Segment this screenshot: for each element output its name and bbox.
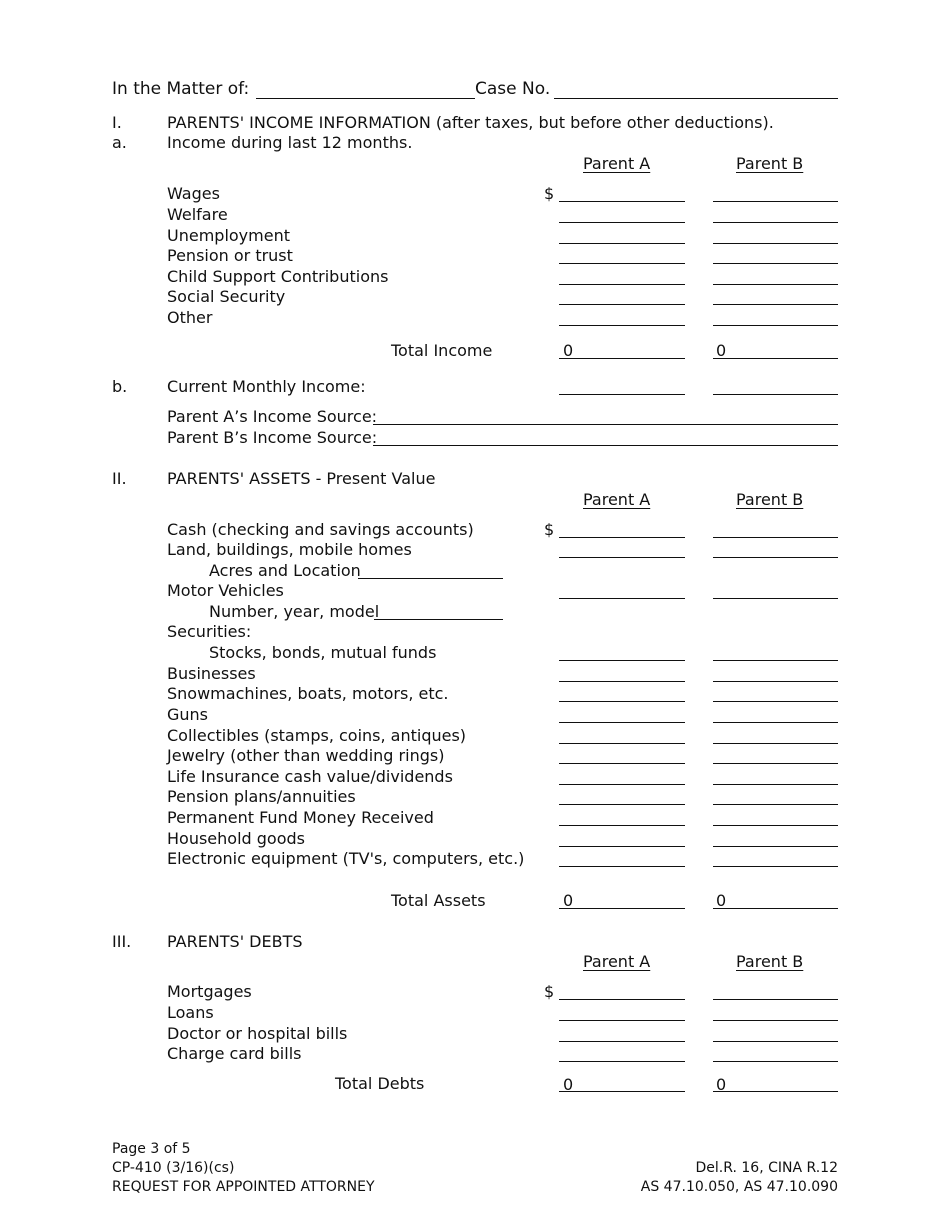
asset-item-motor-vehicles: Motor Vehicles	[167, 581, 284, 600]
wages-parent-b-field[interactable]	[713, 201, 838, 202]
total-income-parent-b-field[interactable]	[713, 358, 838, 359]
income-item-social-security: Social Security	[167, 287, 286, 306]
total-income-label: Total Income	[391, 341, 493, 360]
section-2-title: PARENTS' ASSETS - Present Value	[167, 469, 436, 488]
income-item-pension: Pension or trust	[167, 246, 293, 265]
section-1-number: I.	[112, 113, 122, 132]
stocks-parent-b-field[interactable]	[713, 660, 838, 661]
monthly-income-parent-b-field[interactable]	[713, 394, 838, 395]
parent-a-income-source-label: Parent A’s Income Source:	[167, 407, 378, 426]
land-parent-b-field[interactable]	[713, 557, 838, 558]
subsection-a-title: Income during last 12 months.	[167, 133, 413, 152]
pension-plans-parent-a-field[interactable]	[559, 804, 685, 805]
income-item-welfare: Welfare	[167, 205, 228, 224]
businesses-parent-a-field[interactable]	[559, 681, 685, 682]
income-item-unemployment: Unemployment	[167, 226, 290, 245]
pension-plans-parent-b-field[interactable]	[713, 804, 838, 805]
motor-vehicles-parent-b-field[interactable]	[713, 598, 838, 599]
subsection-b-label: b.	[112, 377, 128, 396]
matter-field[interactable]	[256, 98, 475, 99]
asset-item-snowmachines: Snowmachines, boats, motors, etc.	[167, 684, 449, 703]
footer-rules: Del.R. 16, CINA R.12	[695, 1160, 838, 1176]
asset-item-guns: Guns	[167, 705, 209, 724]
loans-parent-b-field[interactable]	[713, 1020, 838, 1021]
unemployment-parent-b-field[interactable]	[713, 243, 838, 244]
asset-item-collectibles: Collectibles (stamps, coins, antiques)	[167, 726, 467, 745]
land-parent-a-field[interactable]	[559, 557, 685, 558]
section-2-number: II.	[112, 469, 127, 488]
other-parent-b-field[interactable]	[713, 325, 838, 326]
asset-item-electronic-equipment: Electronic equipment (TV's, computers, etc.)	[167, 849, 525, 868]
asset-item-land: Land, buildings, mobile homes	[167, 540, 412, 559]
assets-dollar-sign: $	[544, 520, 555, 539]
total-assets-parent-a-field[interactable]	[559, 908, 685, 909]
household-goods-parent-a-field[interactable]	[559, 846, 685, 847]
total-debts-parent-a-field[interactable]	[559, 1091, 685, 1092]
income-dollar-sign: $	[544, 184, 555, 203]
life-insurance-parent-b-field[interactable]	[713, 784, 838, 785]
debts-dollar-sign: $	[544, 982, 555, 1001]
child-support-parent-a-field[interactable]	[559, 284, 685, 285]
snowmachines-parent-b-field[interactable]	[713, 701, 838, 702]
matter-label: In the Matter of:	[112, 79, 250, 99]
subsection-a-label: a.	[112, 133, 127, 152]
total-income-parent-a-value: 0	[563, 341, 574, 360]
other-parent-a-field[interactable]	[559, 325, 685, 326]
total-assets-parent-a-value: 0	[563, 891, 574, 910]
social-security-parent-b-field[interactable]	[713, 304, 838, 305]
total-assets-parent-b-value: 0	[716, 891, 727, 910]
asset-item-pension-plans: Pension plans/annuities	[167, 787, 356, 806]
asset-item-household-goods: Household goods	[167, 829, 305, 848]
stocks-parent-a-field[interactable]	[559, 660, 685, 661]
asset-item-jewelry: Jewelry (other than wedding rings)	[167, 746, 445, 765]
loans-parent-a-field[interactable]	[559, 1020, 685, 1021]
acres-location-field[interactable]	[358, 578, 503, 579]
guns-parent-a-field[interactable]	[559, 722, 685, 723]
debt-item-doctor-bills: Doctor or hospital bills	[167, 1024, 348, 1043]
charge-card-parent-a-field[interactable]	[559, 1061, 685, 1062]
acres-location-label: Acres and Location	[209, 561, 361, 580]
footer-page-number: Page 3 of 5	[112, 1141, 191, 1157]
pension-parent-a-field[interactable]	[559, 263, 685, 264]
case-number-field[interactable]	[554, 98, 838, 99]
charge-card-parent-b-field[interactable]	[713, 1061, 838, 1062]
total-debts-parent-b-value: 0	[716, 1075, 727, 1094]
debts-col-parent-a: Parent A	[583, 952, 651, 971]
assets-col-parent-a: Parent A	[583, 490, 651, 509]
mortgages-parent-a-field[interactable]	[559, 999, 685, 1000]
total-debts-parent-a-value: 0	[563, 1075, 574, 1094]
income-item-child-support: Child Support Contributions	[167, 267, 389, 286]
life-insurance-parent-a-field[interactable]	[559, 784, 685, 785]
electronic-equipment-parent-b-field[interactable]	[713, 866, 838, 867]
total-income-parent-a-field[interactable]	[559, 358, 685, 359]
guns-parent-b-field[interactable]	[713, 722, 838, 723]
debt-item-loans: Loans	[167, 1003, 214, 1022]
asset-item-businesses: Businesses	[167, 664, 256, 683]
total-debts-label: Total Debts	[335, 1074, 425, 1093]
footer-form-id: CP-410 (3/16)(cs)	[112, 1160, 235, 1176]
income-item-other: Other	[167, 308, 213, 327]
monthly-income-parent-a-field[interactable]	[559, 394, 685, 395]
asset-item-life-insurance: Life Insurance cash value/dividends	[167, 767, 453, 786]
jewelry-parent-a-field[interactable]	[559, 763, 685, 764]
income-col-parent-a: Parent A	[583, 154, 651, 173]
section-3-number: III.	[112, 932, 132, 951]
collectibles-parent-b-field[interactable]	[713, 743, 838, 744]
number-year-model-field[interactable]	[374, 619, 503, 620]
income-item-wages: Wages	[167, 184, 220, 203]
footer-form-title: REQUEST FOR APPOINTED ATTORNEY	[112, 1179, 375, 1195]
unemployment-parent-a-field[interactable]	[559, 243, 685, 244]
businesses-parent-b-field[interactable]	[713, 681, 838, 682]
motor-vehicles-parent-a-field[interactable]	[559, 598, 685, 599]
asset-item-securities: Securities:	[167, 622, 252, 641]
mortgages-parent-b-field[interactable]	[713, 999, 838, 1000]
parent-b-income-source-label: Parent B’s Income Source:	[167, 428, 378, 447]
welfare-parent-a-field[interactable]	[559, 222, 685, 223]
social-security-parent-a-field[interactable]	[559, 304, 685, 305]
pension-parent-b-field[interactable]	[713, 263, 838, 264]
wages-parent-a-field[interactable]	[559, 201, 685, 202]
asset-item-stocks: Stocks, bonds, mutual funds	[209, 643, 437, 662]
parent-a-income-source-field[interactable]	[373, 424, 838, 425]
welfare-parent-b-field[interactable]	[713, 222, 838, 223]
debts-col-parent-b: Parent B	[736, 952, 804, 971]
snowmachines-parent-a-field[interactable]	[559, 701, 685, 702]
total-income-parent-b-value: 0	[716, 341, 727, 360]
debt-item-mortgages: Mortgages	[167, 982, 252, 1001]
total-assets-label: Total Assets	[391, 891, 486, 910]
debt-item-charge-card: Charge card bills	[167, 1044, 302, 1063]
section-3-title: PARENTS' DEBTS	[167, 932, 303, 951]
permanent-fund-parent-b-field[interactable]	[713, 825, 838, 826]
parent-b-income-source-field[interactable]	[373, 445, 838, 446]
section-1-title: PARENTS' INCOME INFORMATION (after taxes, but before other deductions).	[167, 113, 774, 132]
electronic-equipment-parent-a-field[interactable]	[559, 866, 685, 867]
footer-statutes: AS 47.10.050, AS 47.10.090	[640, 1179, 838, 1195]
household-goods-parent-b-field[interactable]	[713, 846, 838, 847]
collectibles-parent-a-field[interactable]	[559, 743, 685, 744]
doctor-bills-parent-a-field[interactable]	[559, 1041, 685, 1042]
cash-parent-b-field[interactable]	[713, 537, 838, 538]
doctor-bills-parent-b-field[interactable]	[713, 1041, 838, 1042]
permanent-fund-parent-a-field[interactable]	[559, 825, 685, 826]
cash-parent-a-field[interactable]	[559, 537, 685, 538]
number-year-model-label: Number, year, model	[209, 602, 380, 621]
total-debts-parent-b-field[interactable]	[713, 1091, 838, 1092]
case-number-label: Case No.	[475, 79, 551, 99]
income-col-parent-b: Parent B	[736, 154, 804, 173]
jewelry-parent-b-field[interactable]	[713, 763, 838, 764]
asset-item-cash: Cash (checking and savings accounts)	[167, 520, 474, 539]
asset-item-permanent-fund: Permanent Fund Money Received	[167, 808, 434, 827]
current-monthly-income-label: Current Monthly Income:	[167, 377, 366, 396]
total-assets-parent-b-field[interactable]	[713, 908, 838, 909]
assets-col-parent-b: Parent B	[736, 490, 804, 509]
child-support-parent-b-field[interactable]	[713, 284, 838, 285]
